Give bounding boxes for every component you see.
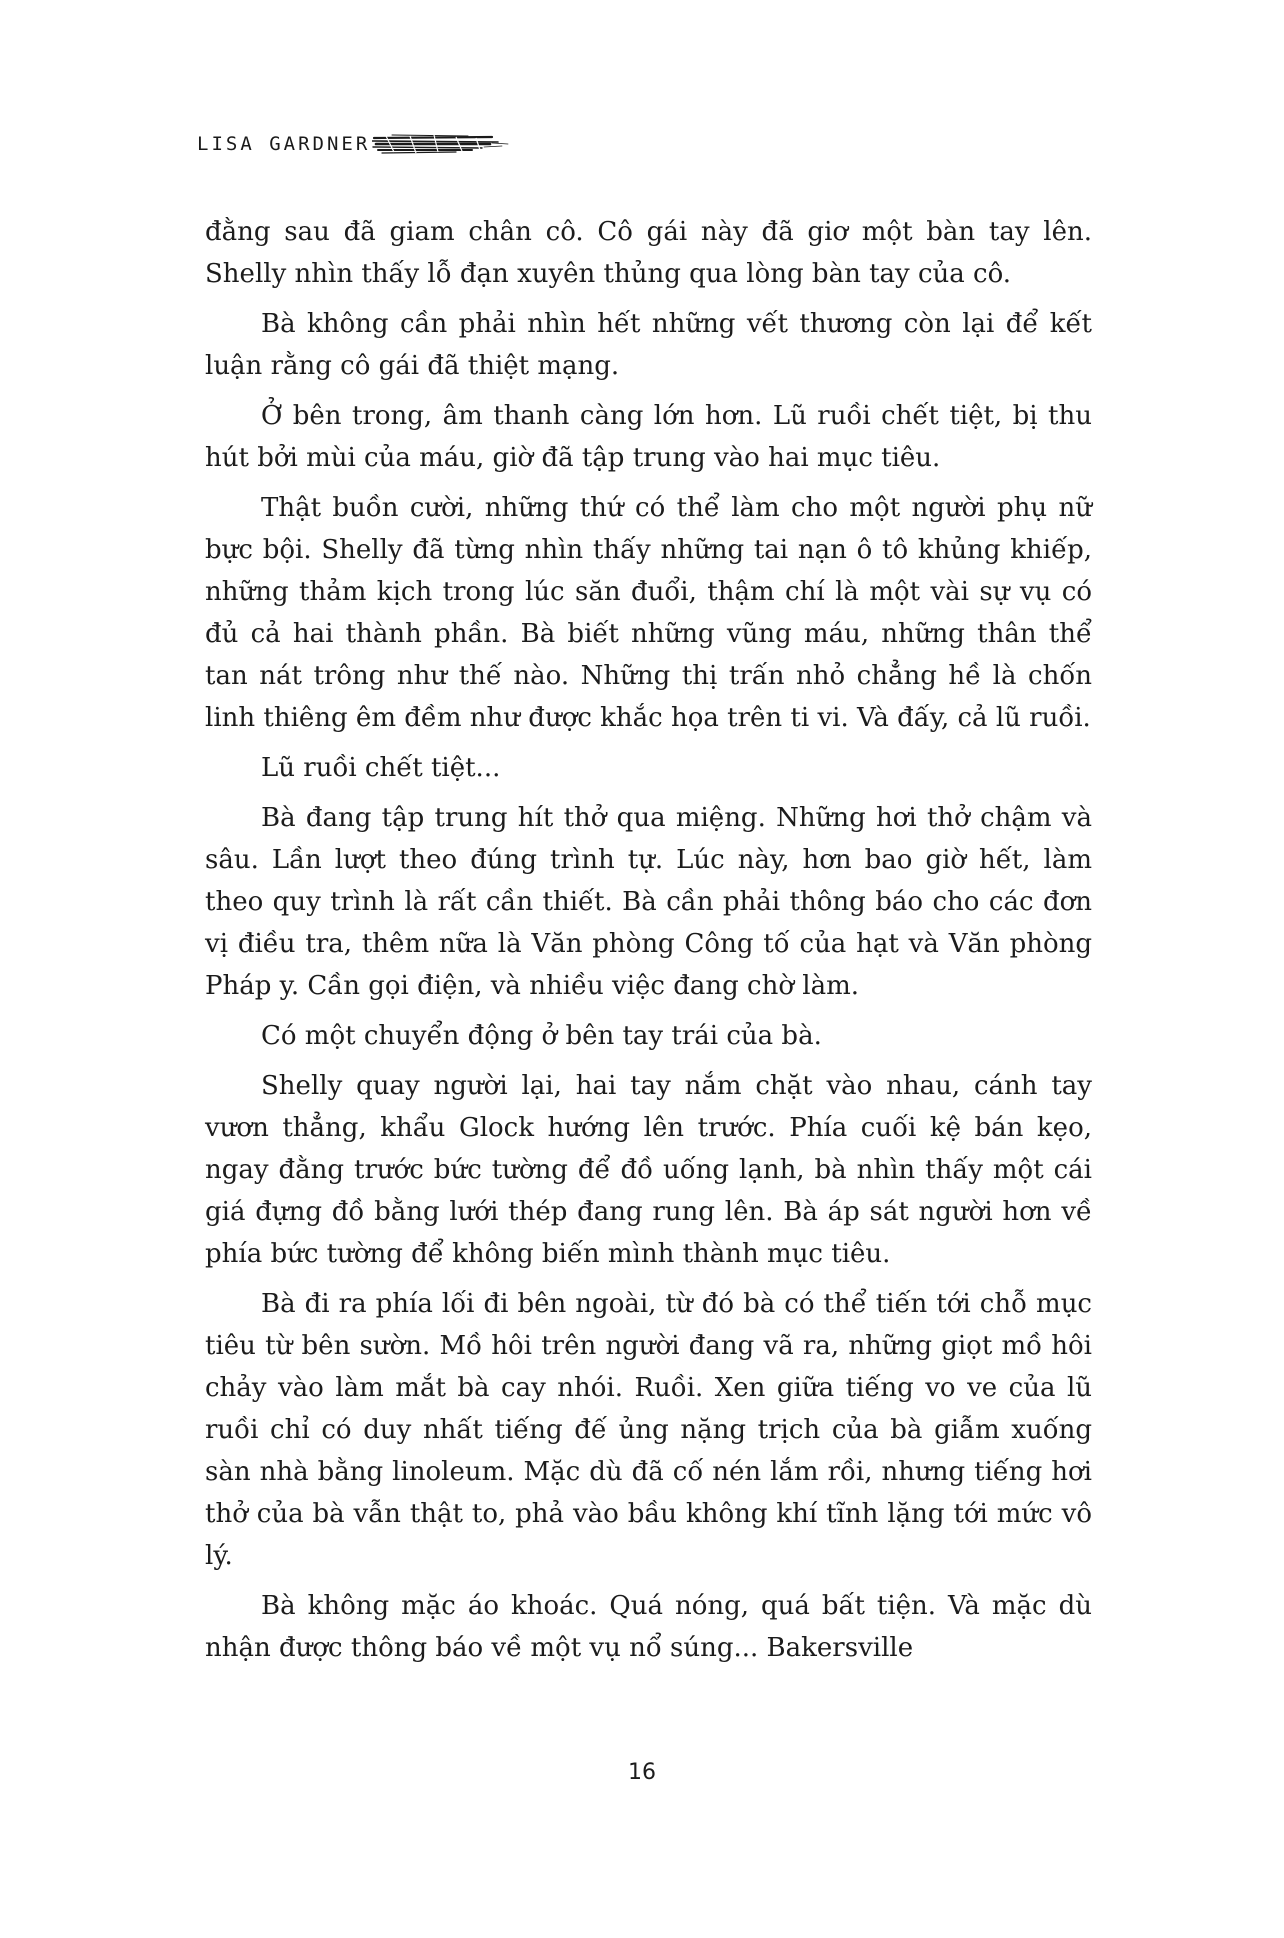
paragraph: Bà đi ra phía lối đi bên ngoài, từ đó bà có thể tiến tới chỗ mục tiêu từ bên sườn. Mồ hôi trên người đang vã ra, những giọt mồ hôi chảy vào làm mắt bà cay nhói. Ruồi. Xen giữa tiếng vo ve của lũ ruồi chỉ có duy nhất tiếng đế ủng nặng trịch của bà giẫm xuống sàn nhà bằng linoleum. Mặc dù đã cố nén lắm rồi, nhưng tiếng hơi thở của bà vẫn thật to, phả vào bầu không khí tĩnh lặng tới mức vô lý. bbox=[205, 1289, 1092, 1571]
paragraph: Shelly quay người lại, hai tay nắm chặt vào nhau, cánh tay vươn thẳng, khẩu Glock hướng lên trước. Phía cuối kệ bán kẹo, ngay đằng trước bức tường để đồ uống lạnh, bà nhìn thấy một cái giá đựng đồ bằng lưới thép đang rung lên. Bà áp sát người hơn về phía bức tường để không biến mình thành mục tiêu. bbox=[205, 1071, 1092, 1269]
paragraph: Thật buồn cười, những thứ có thể làm cho một người phụ nữ bực bội. Shelly đã từng nhìn thấy những tai nạn ô tô khủng khiếp, những thảm kịch trong lúc săn đuổi, thậm chí là một vài sự vụ có đủ cả hai thành phần. Bà biết những vũng máu, những thân thể tan nát trông như thế nào. Những thị trấn nhỏ chẳng hề là chốn linh thiêng êm đềm như được khắc họa trên ti vi. Và đấy, cả lũ ruồi. bbox=[205, 493, 1092, 733]
paragraph: Bà không mặc áo khoác. Quá nóng, quá bất tiện. Và mặc dù nhận được thông báo về một vụ nổ súng... Bakersville bbox=[205, 1591, 1092, 1663]
author-name: LISA GARDNER bbox=[197, 133, 371, 155]
paragraph: Ở bên trong, âm thanh càng lớn hơn. Lũ ruồi chết tiệt, bị thu hút bởi mùi của máu, giờ đã tập trung vào hai mục tiêu. bbox=[205, 401, 1092, 473]
scratch-ornament-icon bbox=[372, 132, 512, 156]
paragraph: Lũ ruồi chết tiệt... bbox=[261, 753, 501, 783]
paragraph: Bà đang tập trung hít thở qua miệng. Những hơi thở chậm và sâu. Lần lượt theo đúng trình tự. Lúc này, hơn bao giờ hết, làm theo quy trình là rất cần thiết. Bà cần phải thông báo cho các đơn vị điều tra, thêm nữa là Văn phòng Công tố của hạt và Văn phòng Pháp y. Cần gọi điện, và nhiều việc đang chờ làm. bbox=[205, 803, 1092, 1001]
body-text bbox=[205, 211, 1092, 1677]
page-number: 16 bbox=[628, 1760, 656, 1785]
paragraph: Bà không cần phải nhìn hết những vết thương còn lại để kết luận rằng cô gái đã thiệt mạng. bbox=[205, 309, 1092, 381]
running-head bbox=[197, 132, 512, 156]
paragraph: đằng sau đã giam chân cô. Cô gái này đã giơ một bàn tay lên. Shelly nhìn thấy lỗ đạn xuyên thủng qua lòng bàn tay của cô. bbox=[205, 217, 1092, 289]
paragraph: Có một chuyển động ở bên tay trái của bà. bbox=[261, 1021, 822, 1051]
